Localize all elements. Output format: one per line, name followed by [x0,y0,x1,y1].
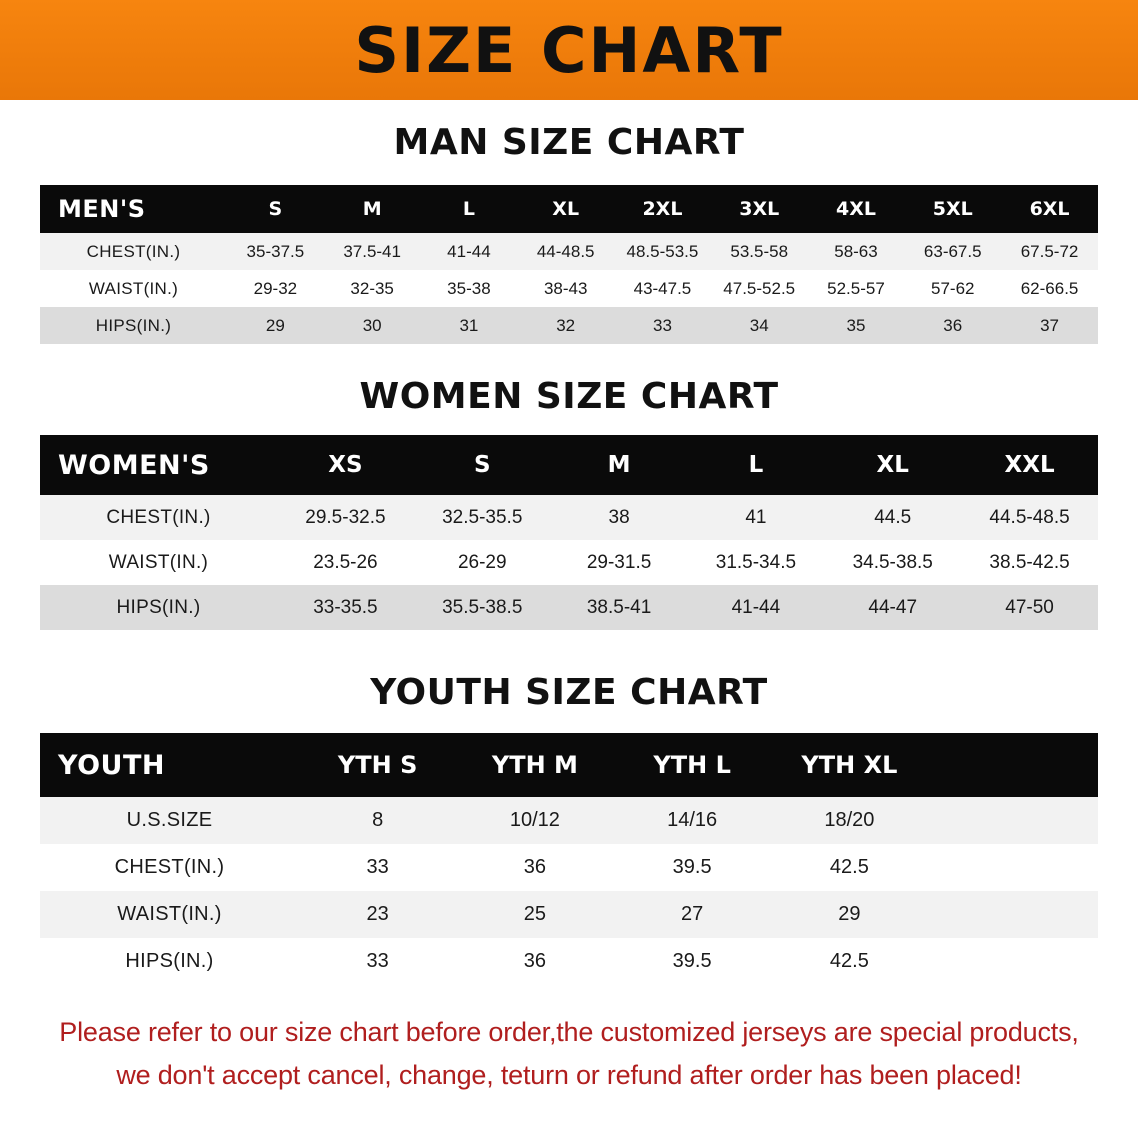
youth-header-label: YOUTH [58,749,165,781]
man-size-col-2: L [462,198,475,220]
women-row-label-2: HIPS(IN.) [40,585,277,630]
man-cell-1-7: 57-62 [904,270,1001,307]
man-cell-1-6: 52.5-57 [808,270,905,307]
man-cell-1-3: 38-43 [517,270,614,307]
women-cell-0-0: 29.5-32.5 [277,495,414,540]
youth-cell-1-1: 36 [456,844,613,891]
youth-cell-1-spacer [928,844,1098,891]
footer-note-line-1: Please refer to our size chart before order,the customized jerseys are special products, [59,1017,1079,1047]
spacer [0,417,1138,435]
youth-size-col-2: YTH L [653,751,731,779]
table-row [40,585,1098,630]
man-cell-2-6: 35 [808,307,905,344]
women-section-title: WOMEN SIZE CHART [359,376,779,417]
women-cell-1-5: 38.5-42.5 [961,540,1098,585]
man-cell-2-0: 29 [227,307,324,344]
women-size-col-4: XL [876,452,909,478]
women-row-label-1: WAIST(IN.) [40,540,277,585]
women-size-col-0: XS [328,452,363,478]
man-size-col-4: 2XL [642,198,683,220]
women-cell-1-3: 31.5-34.5 [687,540,824,585]
man-cell-2-3: 32 [517,307,614,344]
man-cell-0-2: 41-44 [421,233,518,270]
man-cell-1-8: 62-66.5 [1001,270,1098,307]
women-size-col-5: XXL [1004,452,1055,478]
man-cell-0-0: 35-37.5 [227,233,324,270]
man-cell-1-0: 29-32 [227,270,324,307]
table-header-row [40,435,1098,495]
youth-size-col-3: YTH XL [801,751,898,779]
man-cell-0-6: 58-63 [808,233,905,270]
man-row-label-2: HIPS(IN.) [40,307,227,344]
youth-cell-3-1: 36 [456,938,613,985]
youth-size-table [40,733,1098,985]
man-cell-0-4: 48.5-53.5 [614,233,711,270]
spacer [0,713,1138,733]
man-row-label-0: CHEST(IN.) [40,233,227,270]
women-size-col-3: L [748,452,764,478]
man-table-head [40,185,1098,233]
women-header-label: WOMEN'S [58,449,210,481]
table-row [40,540,1098,585]
women-cell-1-1: 26-29 [414,540,551,585]
table-row [40,270,1098,307]
man-cell-0-5: 53.5-58 [711,233,808,270]
women-table-body [40,495,1098,630]
women-table-head [40,435,1098,495]
footer-note-line-2: we don't accept cancel, change, teturn or refund after order has been placed! [116,1060,1022,1091]
youth-row-label-1: CHEST(IN.) [40,844,299,891]
man-cell-1-4: 43-47.5 [614,270,711,307]
table-row [40,938,1098,985]
youth-size-col-spacer [928,733,1098,797]
youth-cell-1-3: 42.5 [771,844,928,891]
youth-cell-1-0: 33 [299,844,456,891]
women-cell-2-5: 47-50 [961,585,1098,630]
man-table-wrap [40,185,1098,344]
youth-size-col-0: YTH S [337,751,418,779]
man-cell-2-5: 34 [711,307,808,344]
footer-note [39,1011,1099,1097]
banner-title: SIZE CHART [354,14,784,87]
women-cell-1-0: 23.5-26 [277,540,414,585]
youth-cell-2-2: 27 [614,891,771,938]
youth-cell-3-spacer [928,938,1098,985]
youth-cell-0-2: 14/16 [614,797,771,844]
youth-cell-0-0: 8 [299,797,456,844]
women-cell-2-2: 38.5-41 [551,585,688,630]
women-cell-1-4: 34.5-38.5 [824,540,961,585]
youth-row-label-2: WAIST(IN.) [40,891,299,938]
women-cell-2-4: 44-47 [824,585,961,630]
table-row [40,797,1098,844]
man-cell-1-1: 32-35 [324,270,421,307]
man-cell-2-7: 36 [904,307,1001,344]
youth-table-head [40,733,1098,797]
man-size-col-7: 5XL [932,198,973,220]
table-row [40,495,1098,540]
women-table-wrap [40,435,1098,630]
man-cell-0-1: 37.5-41 [324,233,421,270]
man-size-col-5: 3XL [739,198,780,220]
women-cell-0-1: 32.5-35.5 [414,495,551,540]
man-table-body [40,233,1098,344]
women-size-col-1: S [473,452,491,478]
man-cell-0-3: 44-48.5 [517,233,614,270]
women-cell-2-3: 41-44 [687,585,824,630]
youth-cell-2-0: 23 [299,891,456,938]
women-cell-2-0: 33-35.5 [277,585,414,630]
man-cell-1-5: 47.5-52.5 [711,270,808,307]
table-header-row [40,185,1098,233]
man-size-col-3: XL [552,198,580,220]
youth-cell-0-1: 10/12 [456,797,613,844]
women-cell-2-1: 35.5-38.5 [414,585,551,630]
women-row-label-0: CHEST(IN.) [40,495,277,540]
youth-cell-1-2: 39.5 [614,844,771,891]
table-row [40,233,1098,270]
youth-row-label-3: HIPS(IN.) [40,938,299,985]
man-cell-0-7: 63-67.5 [904,233,1001,270]
youth-cell-2-3: 29 [771,891,928,938]
youth-cell-0-spacer [928,797,1098,844]
man-size-col-6: 4XL [835,198,876,220]
table-row [40,307,1098,344]
women-cell-1-2: 29-31.5 [551,540,688,585]
youth-cell-2-spacer [928,891,1098,938]
women-cell-0-2: 38 [551,495,688,540]
table-row [40,891,1098,938]
man-size-col-0: S [268,198,283,220]
youth-size-col-1: YTH M [491,751,578,779]
youth-cell-0-3: 18/20 [771,797,928,844]
man-section-title: MAN SIZE CHART [393,122,745,163]
youth-row-label-0: U.S.SIZE [40,797,299,844]
man-cell-2-8: 37 [1001,307,1098,344]
man-cell-2-4: 33 [614,307,711,344]
table-row [40,844,1098,891]
youth-cell-3-3: 42.5 [771,938,928,985]
man-size-table [40,185,1098,344]
youth-cell-3-0: 33 [299,938,456,985]
women-cell-0-3: 41 [687,495,824,540]
man-cell-0-8: 67.5-72 [1001,233,1098,270]
women-cell-0-5: 44.5-48.5 [961,495,1098,540]
women-size-col-2: M [607,452,631,478]
man-size-col-1: M [362,198,382,220]
man-cell-2-1: 30 [324,307,421,344]
youth-cell-2-1: 25 [456,891,613,938]
table-header-row [40,733,1098,797]
spacer [0,163,1138,185]
man-size-col-8: 6XL [1029,198,1070,220]
man-row-label-1: WAIST(IN.) [40,270,227,307]
youth-section-title: YOUTH SIZE CHART [370,672,768,713]
youth-table-body [40,797,1098,985]
banner [0,0,1138,100]
women-cell-0-4: 44.5 [824,495,961,540]
man-cell-1-2: 35-38 [421,270,518,307]
youth-table-wrap [40,733,1098,985]
man-header-label: MEN'S [58,195,146,223]
youth-cell-3-2: 39.5 [614,938,771,985]
women-size-table [40,435,1098,630]
man-cell-2-2: 31 [421,307,518,344]
